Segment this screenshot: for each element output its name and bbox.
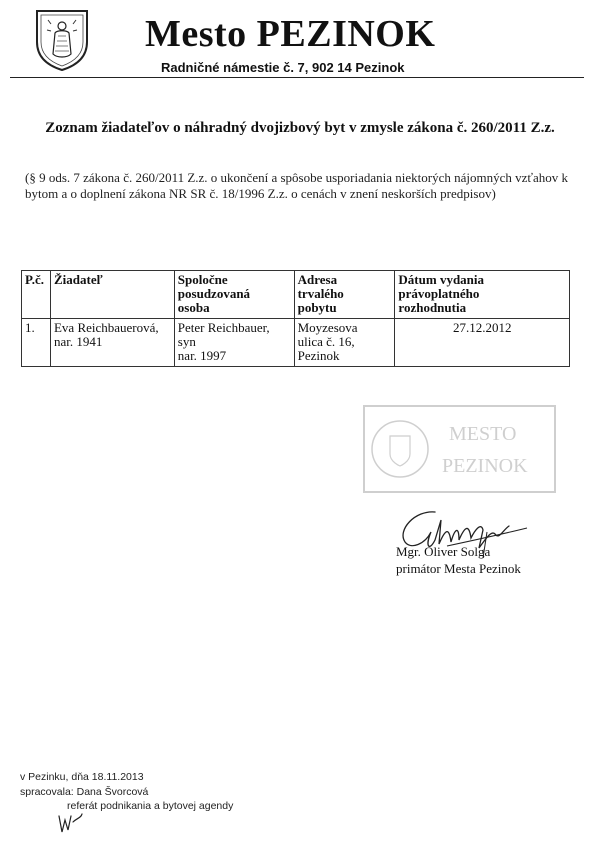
- document-subtitle: (§ 9 ods. 7 zákona č. 260/2011 Z.z. o ukončení a spôsobe usporiadania niektorých nájomných vzťahov k bytom a o doplnení zákona NR SR č. 18/1996 Z.z. o cenách v znení neskorších predpisov): [25, 170, 568, 201]
- handwritten-initials: [55, 808, 85, 838]
- applicants-table: [21, 270, 570, 367]
- header-address: Adresa trvalého pobytu: [294, 271, 395, 319]
- header-applicant: Žiadateľ: [50, 271, 174, 319]
- signer-role: primátor Mesta Pezinok: [396, 561, 521, 576]
- header-date: Dátum vydania právoplatného rozhodnutia: [395, 271, 570, 319]
- stamp-line-1: MESTO: [449, 423, 517, 445]
- stamp-line-2: PEZINOK: [442, 455, 528, 477]
- header-no: P.č.: [22, 271, 51, 319]
- official-stamp: [362, 404, 557, 504]
- signer-name: Mgr. Oliver Solga: [396, 544, 491, 559]
- document-title: Zoznam žiadateľov o náhradný dvojizbový byt v zmysle zákona č. 260/2011 Z.z.: [45, 120, 555, 136]
- cell-address: Moyzesova ulica č. 16, Pezinok: [294, 319, 395, 367]
- cell-joint-person: Peter Reichbauer, syn nar. 1997: [174, 319, 294, 367]
- table-header-row: [22, 271, 570, 319]
- table-row: [22, 319, 570, 367]
- footer-place-date: v Pezinku, dňa 18.11.2013: [20, 771, 144, 783]
- footer-prepared-by: spracovala: Dana Švorcová: [20, 785, 149, 798]
- cell-applicant: Eva Reichbauerová, nar. 1941: [50, 319, 174, 367]
- header-joint-person: Spoločne posudzovaná osoba: [174, 271, 294, 319]
- city-address: Radničné námestie č. 7, 902 14 Pezinok: [161, 60, 405, 75]
- footer-department: referát podnikania a bytovej agendy: [67, 800, 234, 812]
- cell-date: 27.12.2012: [395, 319, 570, 367]
- cell-no: 1.: [22, 319, 51, 367]
- footer: [20, 770, 233, 814]
- city-title: Mesto PEZINOK: [145, 13, 436, 55]
- coat-of-arms-icon: [33, 8, 91, 72]
- header-divider: [10, 77, 584, 78]
